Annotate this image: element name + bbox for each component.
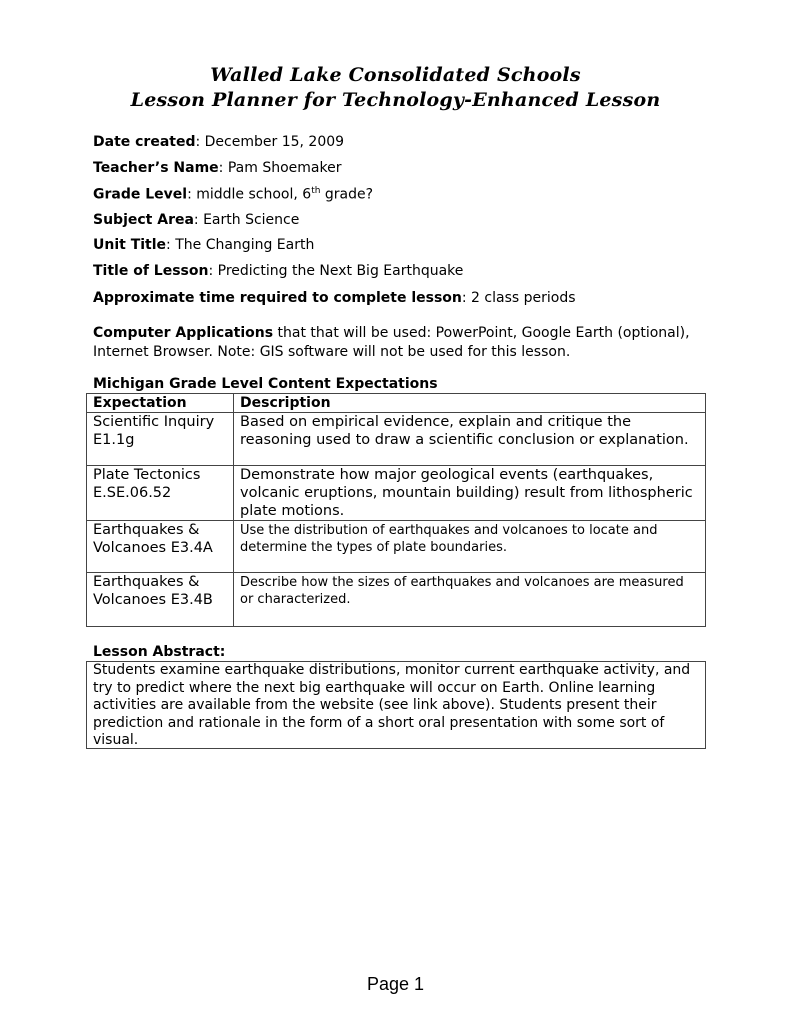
teacher-name-label: Teacher’s Name [93,160,219,176]
description-text: Use the distribution of earthquakes and volcanoes to locate and determine the types of plate boundaries. [240,523,658,555]
subject-area-value: : Earth Science [193,212,300,228]
table-row [87,573,706,627]
expectation-cell [87,573,234,627]
unit-title-field [93,237,314,253]
lesson-title-value: : Predicting the Next Big Earthquake [208,263,464,279]
document-title-line-1: Walled Lake Consolidated Schools [210,64,581,86]
lesson-abstract-text: Students examine earthquake distributions, monitor current earthquake activity, and try to predict where the next big earthquake will occur on Earth. Online learning activities are available from the website (see link above). Students present their prediction and rationale in the form of a short oral presentation with some sort of visual. [93,662,691,748]
page-number: Page 1 [366,974,425,994]
computer-applications-text: that that will be used: PowerPoint, Google Earth (optional), Internet Browser. Note: GIS software will not be used for this lesson. [93,325,690,360]
gle-heading: Michigan Grade Level Content Expectations [93,376,438,392]
expectation-text: Earthquakes & Volcanoes E3.4B [93,574,213,608]
computer-applications-paragraph [93,324,693,362]
column-header-description: Description [234,394,706,413]
description-text: Based on empirical evidence, explain and critique the reasoning used to draw a scientific conclusion or explanation. [240,414,689,448]
grade-level-value: : middle school, 6 [187,186,312,203]
lesson-title-label: Title of Lesson [93,263,209,279]
date-created-value: : December 15, 2009 [195,134,345,150]
grade-level-value-suffix: grade? [320,186,374,203]
grade-level-superscript: th [311,186,321,196]
expectation-cell [87,466,234,521]
date-created-field [93,134,344,150]
expectation-text: Scientific Inquiry E1.1g [93,414,215,448]
expectation-text: Earthquakes & Volcanoes E3.4A [93,522,213,556]
lesson-abstract-box [86,661,706,749]
teacher-name-field [93,160,341,176]
description-cell [234,573,706,627]
grade-level-label: Grade Level [93,186,188,203]
column-header-expectation: Expectation [87,394,234,413]
description-text: Describe how the sizes of earthquakes and volcanoes are measured or characterized. [240,575,684,607]
expectation-cell [87,521,234,573]
grade-level-field [93,186,373,203]
time-required-label: Approximate time required to complete lesson [93,290,462,306]
table-row [87,521,706,573]
description-cell [234,521,706,573]
time-required-field [93,290,576,306]
table-header-row [87,394,706,413]
unit-title-value: : The Changing Earth [166,237,315,253]
time-required-value: : 2 class periods [461,290,576,306]
table-row [87,466,706,521]
date-created-label: Date created [93,134,196,150]
expectation-text: Plate Tectonics E.SE.06.52 [93,467,201,501]
document-title-line-2: Lesson Planner for Technology-Enhanced Lesson [130,89,661,111]
lesson-abstract-heading: Lesson Abstract: [93,644,226,660]
subject-area-label: Subject Area [93,212,194,228]
lesson-title-field [93,263,463,279]
gle-table [86,393,706,627]
description-cell [234,413,706,466]
table-row [87,413,706,466]
description-text: Demonstrate how major geological events (earthquakes, volcanic eruptions, mountain building) result from lithospheric plate motions. [240,467,693,519]
expectation-cell [87,413,234,466]
description-cell [234,466,706,521]
subject-area-field [93,212,299,228]
computer-applications-label: Computer Applications [93,325,274,341]
unit-title-label: Unit Title [93,237,167,253]
teacher-name-value: : Pam Shoemaker [218,160,342,176]
